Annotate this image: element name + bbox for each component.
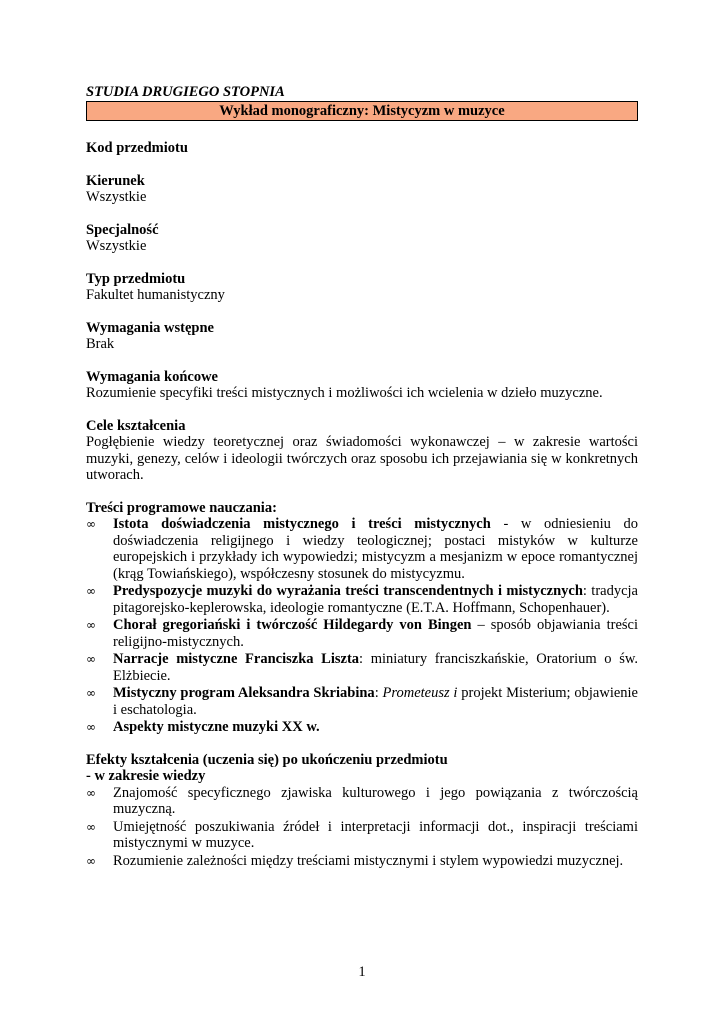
program-item-topic: Chorał gregoriański i twórczość Hildegardy von Bingen [113, 617, 472, 633]
program-item-separator: – [471, 617, 491, 633]
program-item-topic: Aspekty mistyczne muzyki XX w. [113, 719, 320, 735]
infinity-bullet-icon: ∞ [86, 686, 96, 700]
infinity-bullet-icon: ∞ [86, 618, 96, 632]
program-item-separator: : [582, 583, 592, 599]
infinity-bullet-icon: ∞ [86, 720, 96, 734]
field-value: Pogłębienie wiedzy teoretycznej oraz świadomości wykonawczej – w zakresie wartości muzyki, genezy, celów i ideologii twórczych oraz sposobu ich przejawiania się w konkretnych utworach. [86, 434, 638, 483]
program-item-description: projekt Misterium; objawienie i eschatologia. [113, 685, 638, 718]
field-heading: Wymagania końcowe [86, 368, 218, 385]
program-item-topic: Istota doświadczenia mistycznego i treści mistycznych [113, 516, 491, 532]
field-heading: Specjalność [86, 221, 159, 238]
program-item-separator: : [374, 685, 383, 701]
field-heading: Kierunek [86, 172, 145, 189]
field-section [86, 173, 638, 206]
effects-subheading: - w zakresie wiedzy [86, 768, 206, 784]
effect-item-text: Rozumienie zależności między treściami mistycznymi i stylem wypowiedzi muzycznej. [113, 852, 624, 869]
effects-section [86, 752, 638, 870]
program-item [86, 583, 638, 616]
program-item-topic: Predyspozycje muzyki do wyrażania treści transcendentnych i mistycznych [113, 583, 583, 599]
program-item [86, 719, 638, 736]
infinity-bullet-icon: ∞ [86, 517, 96, 531]
infinity-bullet-icon: ∞ [86, 584, 96, 598]
program-item-description: sposób objawiania treści religijno-mistycznych. [113, 617, 638, 650]
effect-item [86, 853, 638, 870]
field-section [86, 418, 638, 484]
course-fields [86, 140, 638, 484]
program-item-description: tradycja pitagorejsko-keplerowska, ideologie romantyczne (E.T.A. Hoffmann, Schopenhauer). [113, 583, 638, 616]
field-section [86, 140, 638, 157]
infinity-bullet-icon: ∞ [86, 853, 96, 868]
program-list [86, 516, 638, 736]
field-heading: Kod przedmiotu [86, 140, 188, 156]
program-item-italic: Prometeusz i [382, 685, 458, 701]
program-item-separator: - [490, 516, 521, 532]
field-value: Rozumienie specyfiki treści mistycznych i możliwości ich wcielenia w dzieło muzyczne. [86, 385, 603, 401]
program-item-topic: Mistyczny program Aleksandra Skriabina [113, 685, 375, 701]
field-value: Fakultet humanistyczny [86, 287, 225, 303]
program-item [86, 651, 638, 684]
program-item [86, 617, 638, 650]
field-value: Wszystkie [86, 238, 147, 254]
program-item-topic: Narracje mistyczne Franciszka Liszta [113, 651, 360, 667]
field-heading: Wymagania wstępne [86, 319, 214, 336]
field-section [86, 271, 638, 304]
field-heading: Cele kształcenia [86, 417, 186, 434]
program-heading: Treści programowe nauczania: [86, 499, 277, 516]
effects-heading: Efekty kształcenia (uczenia się) po ukończeniu przedmiotu [86, 751, 448, 768]
program-section [86, 500, 638, 736]
field-heading: Typ przedmiotu [86, 270, 186, 287]
program-item-separator: : [359, 651, 371, 667]
effect-item [86, 819, 638, 852]
page-number: 1 [358, 964, 366, 980]
document-page [86, 84, 638, 870]
field-section [86, 320, 638, 353]
program-item-description: miniatury franciszkańskie, Oratorium o św. Elżbiecie. [113, 651, 638, 684]
field-section [86, 369, 638, 402]
effects-list [86, 785, 638, 870]
infinity-bullet-icon: ∞ [86, 652, 96, 666]
effect-item [86, 785, 638, 818]
infinity-bullet-icon: ∞ [86, 785, 96, 800]
field-value: Wszystkie [86, 189, 147, 205]
program-item [86, 516, 638, 582]
effect-item-text: Umiejętność poszukiwania źródeł i interpretacji informacji dot., inspiracji treściami mistycznymi w muzyce. [113, 818, 638, 851]
effect-item-text: Znajomość specyficznego zjawiska kulturowego i jego powiązania z twórczością muzyczną. [113, 784, 638, 817]
course-title-bar: Wykład monograficzny: Mistycyzm w muzyce [86, 101, 638, 122]
program-item-description: w odniesieniu do doświadczenia religijnego i wiedzy teologicznej; postaci mistyków w kulturze europejskich i przykłady ich wypowiedzi; mistycyzm a mesjanizm w epoce romantycznej (krąg Towiańskiego), współczesny stosunek do mistycyzmu. [113, 516, 638, 582]
study-level-title: STUDIA DRUGIEGO STOPNIA [86, 84, 285, 100]
field-section [86, 222, 638, 255]
field-value: Brak [86, 336, 115, 352]
program-item [86, 685, 638, 718]
infinity-bullet-icon: ∞ [86, 819, 96, 834]
